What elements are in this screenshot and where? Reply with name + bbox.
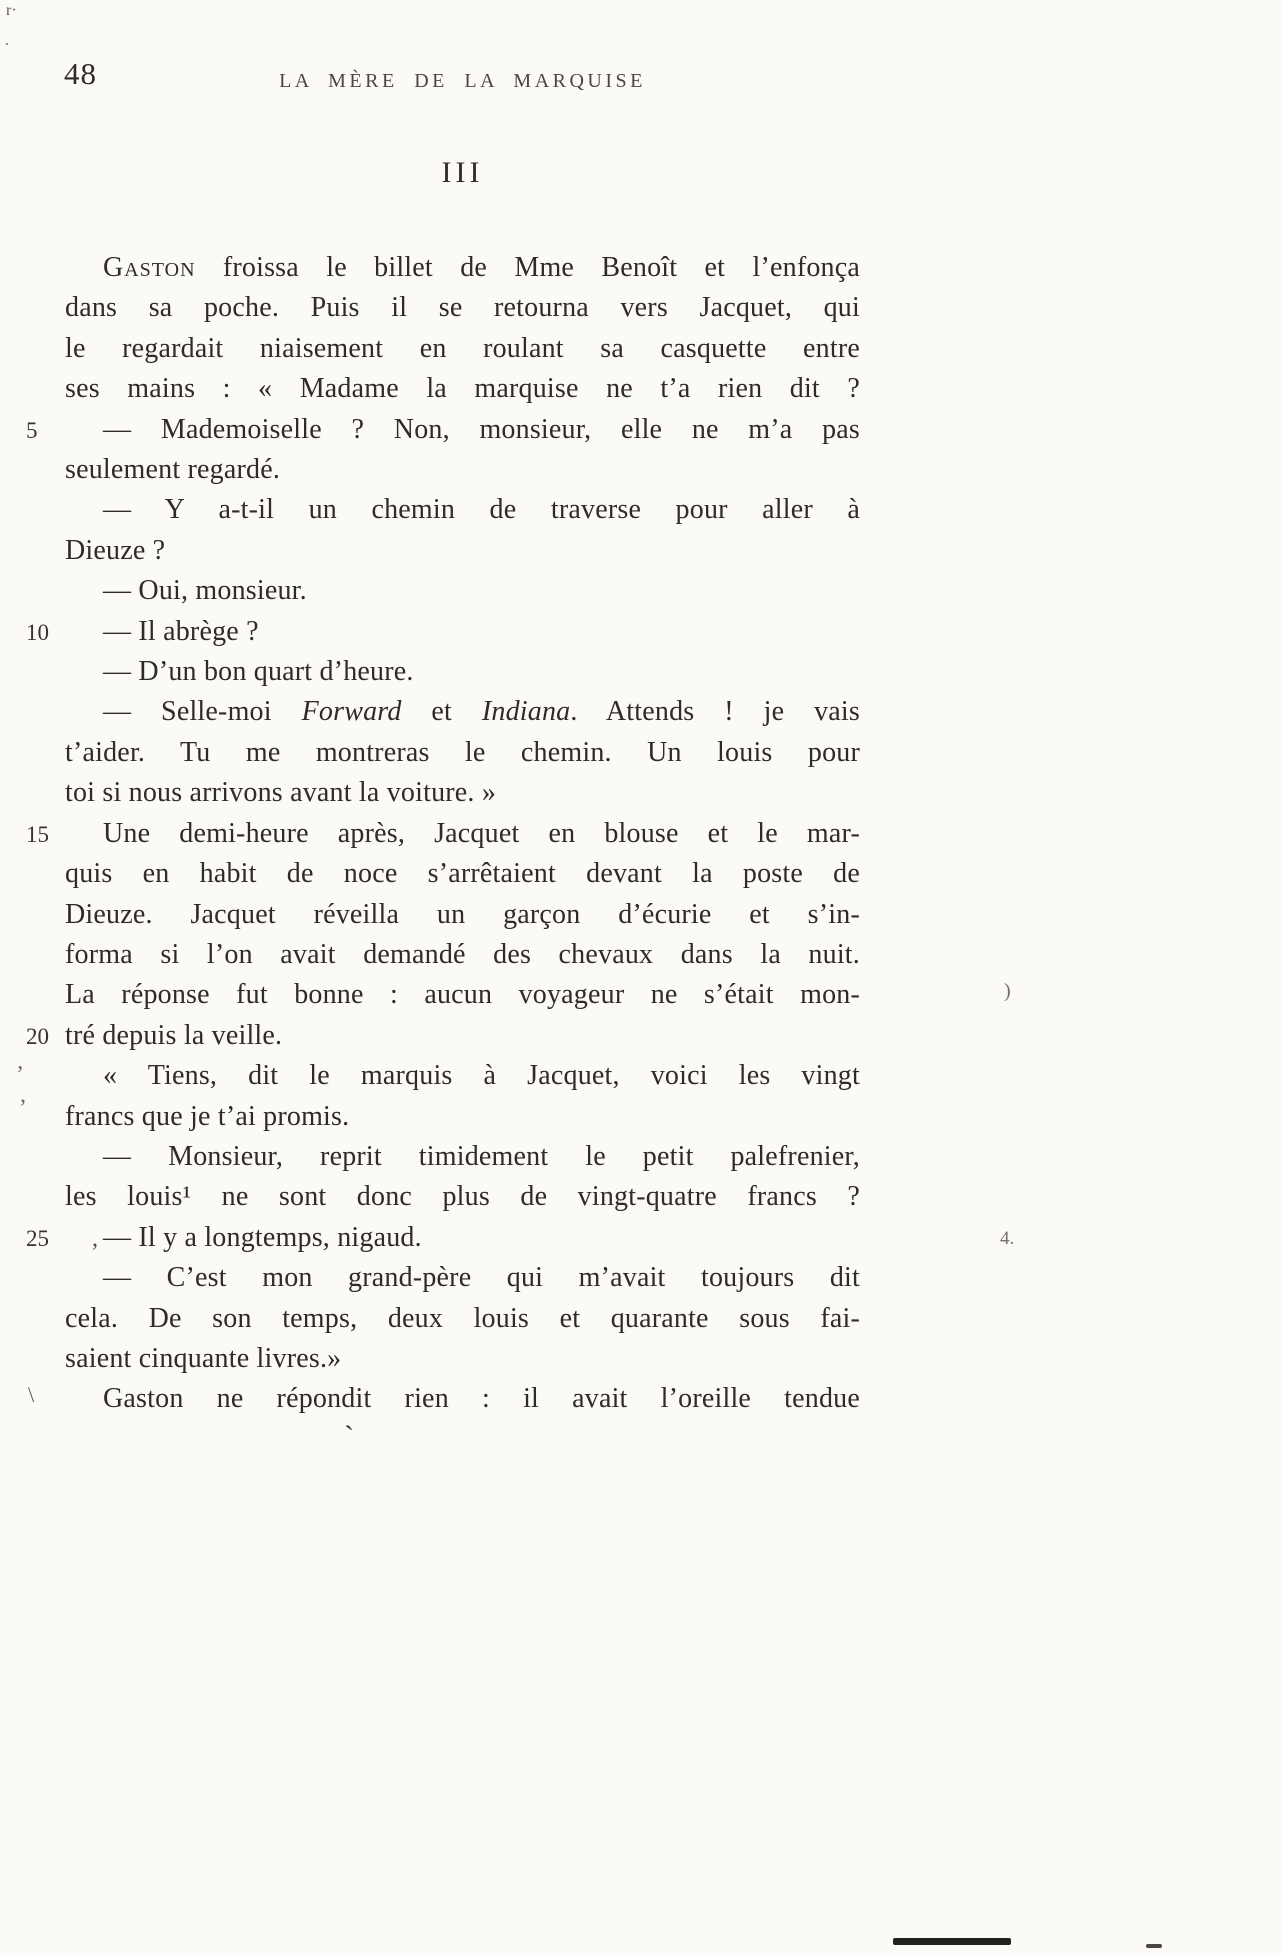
- text-line: [65, 248, 860, 288]
- text-segment: — D’un bon quart d’heure.: [103, 656, 414, 688]
- scan-artifact: ,: [20, 1082, 26, 1108]
- text-line: [65, 773, 860, 813]
- text-line: [65, 571, 860, 611]
- paragraph: [65, 490, 860, 571]
- text-segment: et: [401, 696, 482, 728]
- text-line: [65, 450, 860, 490]
- text-line: [65, 975, 860, 1015]
- text-segment: Une demi-heure après, Jacquet en blouse et le mar-: [103, 817, 860, 849]
- text-segment: seulement regardé.: [65, 454, 281, 486]
- paragraph: [65, 1379, 860, 1419]
- text-line: [65, 652, 860, 692]
- text-line: [65, 329, 860, 369]
- text-line: [65, 733, 860, 773]
- margin-line-number: 10: [26, 620, 49, 645]
- scan-artifact: ,: [92, 1226, 98, 1252]
- scan-artifact: [893, 1938, 1011, 1945]
- paragraph: [65, 1056, 860, 1137]
- text-line: [65, 1097, 860, 1137]
- text-segment: Dieuze. Jacquet réveilla un garçon d’écurie et s’in-: [65, 898, 860, 930]
- text-segment: « Tiens, dit le marquis à Jacquet, voici les vingt: [103, 1060, 860, 1092]
- text-segment: Forward: [301, 696, 402, 728]
- text-line: [65, 612, 860, 652]
- paragraph: [65, 1258, 860, 1379]
- text-segment: Gaston: [103, 252, 196, 283]
- text-segment: — Il y a longtemps, nigaud.: [103, 1221, 422, 1253]
- text-segment: tré depuis la veille.: [65, 1019, 283, 1051]
- text-line: [65, 490, 860, 530]
- paragraph: [65, 410, 860, 491]
- text-segment: La réponse fut bonne : aucun voyageur ne s’était mon-: [65, 979, 860, 1011]
- text-segment: les louis¹ ne sont donc plus de vingt-quatre francs ?: [65, 1181, 860, 1213]
- text-line: [65, 1299, 860, 1339]
- text-segment: dans sa poche. Puis il se retourna vers Jacquet, qui: [65, 292, 860, 324]
- text-line: [65, 531, 860, 571]
- scan-artifact: ): [1004, 980, 1011, 1002]
- text-segment: — C’est mon grand-père qui m’avait toujours dit: [103, 1262, 860, 1294]
- text-line: [65, 1056, 860, 1096]
- margin-line-number: 5: [26, 418, 38, 443]
- text-segment: — Oui, monsieur.: [103, 575, 307, 607]
- text-block: [65, 248, 860, 1420]
- paragraph: [65, 652, 860, 692]
- text-line: [65, 410, 860, 450]
- text-segment: cela. De son temps, deux louis et quarante sous fai-: [65, 1302, 860, 1334]
- text-segment: — Il abrège ?: [103, 615, 259, 647]
- text-line: [65, 1016, 860, 1056]
- text-line: [65, 288, 860, 328]
- section-heading: III: [441, 156, 484, 189]
- text-line: [65, 1218, 860, 1258]
- paragraph: [65, 248, 860, 410]
- text-segment: — Monsieur, reprit timidement le petit palefrenier,: [103, 1140, 860, 1172]
- text-segment: Gaston ne répondit rien : il avait l’oreille tendue: [103, 1383, 860, 1415]
- text-line: [65, 1137, 860, 1177]
- text-segment: le regardait niaisement en roulant sa casquette entre: [65, 332, 860, 364]
- text-segment: toi si nous arrivons avant la voiture. »: [65, 777, 497, 809]
- page-number: 48: [64, 56, 97, 91]
- paragraph: [65, 1218, 860, 1258]
- scan-artifact: r·: [6, 2, 17, 19]
- text-segment: . Attends ! je vais: [570, 696, 860, 728]
- text-segment: ses mains : « Madame la marquise ne t’a rien dit ?: [65, 373, 860, 405]
- text-line: [65, 935, 860, 975]
- text-segment: forma si l’on avait demandé des chevaux dans la nuit.: [65, 938, 860, 970]
- text-segment: froissa le billet de Mme Benoît et l’enfonça: [195, 252, 860, 283]
- scan-artifact: [1146, 1944, 1162, 1948]
- text-segment: saient cinquante livres.»: [65, 1342, 342, 1374]
- text-segment: Dieuze ?: [65, 534, 166, 566]
- text-line: [65, 814, 860, 854]
- scan-artifact: 4.: [1000, 1228, 1015, 1249]
- text-segment: t’aider. Tu me montreras le chemin. Un louis pour: [65, 736, 860, 768]
- text-segment: quis en habit de noce s’arrêtaient devant la poste de: [65, 858, 860, 890]
- text-line: [65, 1379, 860, 1419]
- paragraph: [65, 571, 860, 611]
- scan-artifact: `: [344, 1420, 354, 1453]
- text-line: [65, 369, 860, 409]
- text-segment: Indiana: [481, 696, 571, 728]
- paragraph: [65, 814, 860, 1056]
- text-line: [65, 854, 860, 894]
- text-line: [65, 1339, 860, 1379]
- paragraph: [65, 612, 860, 652]
- paragraph: [65, 1137, 860, 1218]
- scan-artifact: ·: [4, 34, 10, 54]
- scan-artifact: \: [28, 1382, 35, 1407]
- margin-line-number: 15: [26, 822, 49, 847]
- paragraph: [65, 692, 860, 813]
- text-line: [65, 1177, 860, 1217]
- text-segment: francs que je t’ai promis.: [65, 1100, 350, 1132]
- text-line: [65, 895, 860, 935]
- scan-artifact: ’: [16, 1062, 24, 1088]
- margin-line-number: 25: [26, 1226, 49, 1251]
- text-line: [65, 1258, 860, 1298]
- text-line: [65, 692, 860, 732]
- running-title: LA MÈRE DE LA MARQUISE: [279, 70, 646, 92]
- text-segment: — Mademoiselle ? Non, monsieur, elle ne m’a pas: [103, 413, 860, 445]
- margin-line-number: 20: [26, 1024, 49, 1049]
- text-segment: — Y a-t-il un chemin de traverse pour aller à: [103, 494, 860, 526]
- text-segment: — Selle-moi: [103, 696, 302, 728]
